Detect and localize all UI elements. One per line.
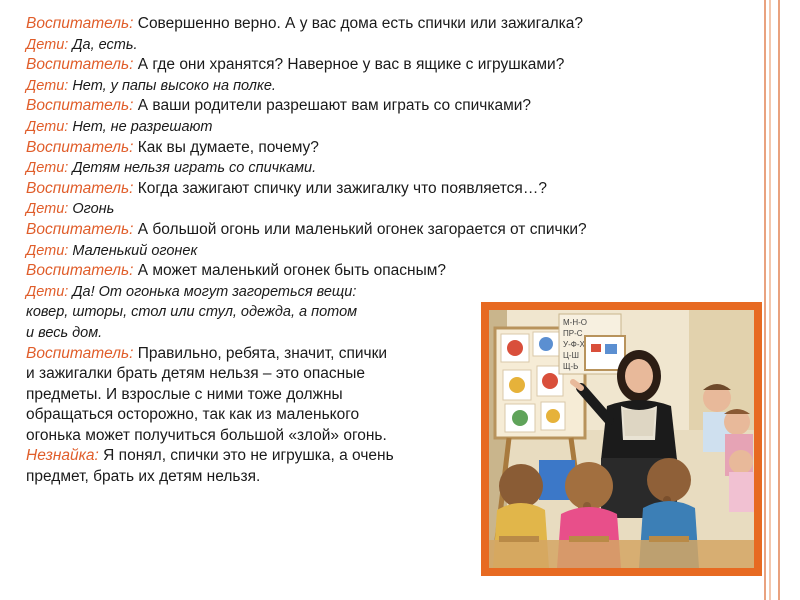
- line-text: и зажигалки брать детям нельзя – это опасные: [26, 365, 365, 383]
- dialogue-line: [26, 261, 746, 282]
- line-text: Огонь: [68, 201, 115, 218]
- speaker-label: Воспитатель:: [26, 56, 134, 74]
- speaker-label: Дети:: [26, 77, 69, 94]
- speaker-label: Незнайка:: [26, 447, 99, 465]
- line-text: Как вы думаете, почему?: [133, 138, 319, 156]
- classroom-illustration: [489, 310, 754, 568]
- line-text: предметы. И взрослые с ними тоже должны: [26, 385, 343, 403]
- dialogue-line: [26, 179, 746, 200]
- line-text: ковер, шторы, стол или стул, одежда, а потом: [26, 304, 358, 321]
- dialogue-line: [26, 14, 746, 35]
- dialogue-line: [26, 76, 746, 97]
- line-text: Нет, у папы высоко на полке.: [68, 77, 276, 94]
- speaker-label: Дети:: [26, 201, 69, 218]
- dialogue-line: [26, 158, 746, 179]
- speaker-label: Воспитатель:: [26, 179, 134, 197]
- dialogue-line: [26, 35, 746, 56]
- line-text: обращаться осторожно, так как из маленького: [26, 406, 360, 424]
- poster-letters: Щ-Ь: [563, 362, 579, 371]
- dialogue-line: [26, 117, 746, 138]
- dialogue-line: [26, 241, 746, 262]
- dialogue-line: [26, 282, 746, 303]
- speaker-label: Воспитатель:: [26, 220, 134, 238]
- speaker-label: Дети:: [26, 242, 69, 259]
- line-text: Маленький огонек: [68, 242, 198, 259]
- line-text: Когда зажигают спичку или зажигалку что появляется…?: [133, 179, 547, 197]
- dialogue-line: [26, 138, 746, 159]
- line-text: Совершенно верно. А у вас дома есть спички или зажигалка?: [133, 15, 583, 32]
- line-text: Детям нельзя играть со спичками.: [68, 160, 317, 177]
- line-text: Да, есть.: [68, 36, 138, 53]
- line-text: Правильно, ребята, значит, спички: [133, 344, 388, 362]
- speaker-label: Дети:: [26, 118, 69, 135]
- dialogue-line: [26, 220, 746, 241]
- line-text: огонька может получиться большой «злой» огонь.: [26, 426, 387, 444]
- line-text: и весь дом.: [26, 324, 103, 341]
- classroom-photo: [489, 310, 754, 568]
- dialogue-line: [26, 96, 746, 117]
- speaker-label: Дети:: [26, 160, 69, 177]
- decorative-border: [764, 0, 780, 600]
- line-text: А большой огонь или маленький огонек загорается от спички?: [133, 220, 587, 238]
- line-text: предмет, брать их детям нельзя.: [26, 468, 261, 486]
- speaker-label: Воспитатель:: [26, 138, 134, 156]
- line-text: Я понял, спички это не игрушка, а очень: [98, 447, 394, 465]
- speaker-label: Дети:: [26, 36, 69, 53]
- poster-letters: ПР-С: [563, 329, 583, 338]
- poster-letters: М-Н-О: [563, 318, 587, 327]
- poster-letters: Ц-Ш: [563, 351, 579, 360]
- line-text: А ваши родители разрешают вам играть со спичками?: [133, 97, 532, 115]
- line-text: Да! От огонька могут загореться вещи:: [68, 283, 357, 300]
- poster-letters: У-Ф-Х: [563, 340, 585, 349]
- line-text: Нет, не разрешают: [68, 118, 213, 135]
- dialogue-line: [26, 55, 746, 76]
- dialogue-line: [26, 199, 746, 220]
- speaker-label: Дети:: [26, 283, 69, 300]
- line-text: А может маленький огонек быть опасным?: [133, 262, 447, 280]
- speaker-label: Воспитатель:: [26, 344, 134, 362]
- speaker-label: Воспитатель:: [26, 15, 134, 32]
- speaker-label: Воспитатель:: [26, 262, 134, 280]
- photo-frame: [481, 302, 762, 576]
- speaker-label: Воспитатель:: [26, 97, 134, 115]
- line-text: А где они хранятся? Наверное у вас в ящике с игрушками?: [133, 56, 565, 74]
